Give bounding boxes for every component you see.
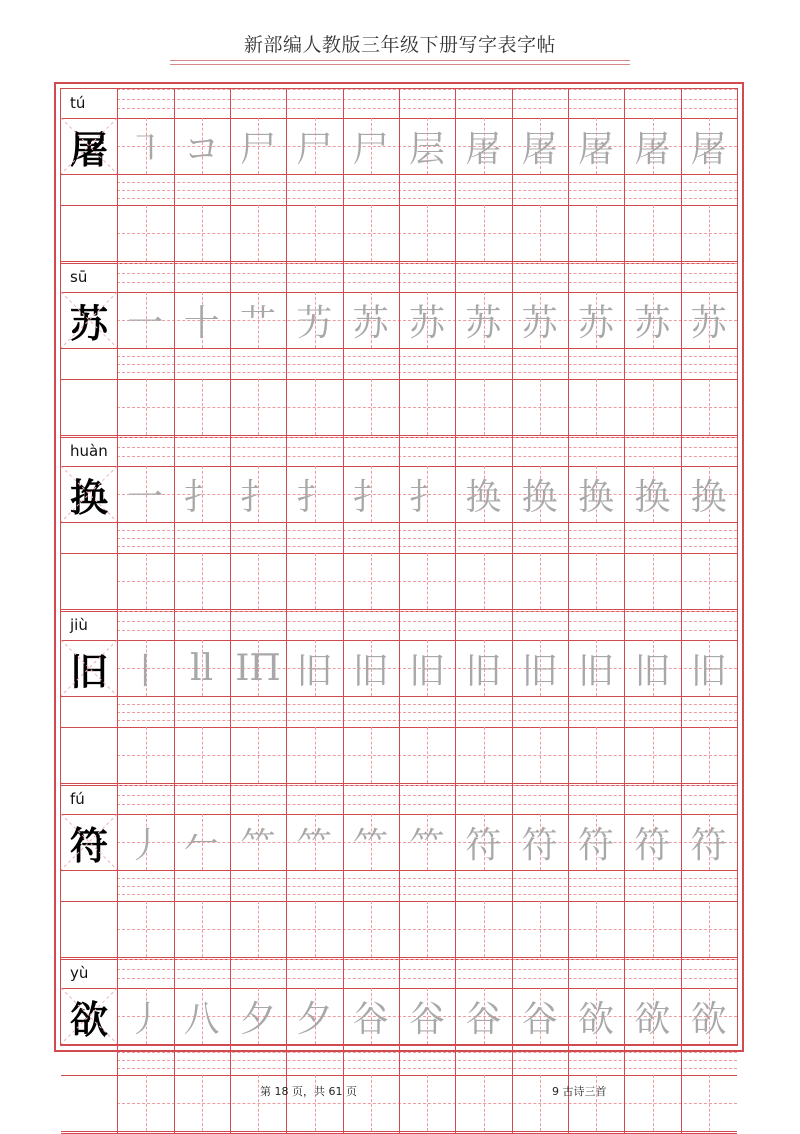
column-line <box>568 263 569 437</box>
column-line <box>399 611 400 785</box>
stroke-step: 旧 <box>634 650 671 692</box>
stroke-step: 换 <box>465 476 502 518</box>
pinyin-guide-line <box>117 611 737 612</box>
model-character: 换 <box>61 466 117 522</box>
cell-mid-vertical <box>427 205 428 261</box>
column-line <box>681 263 682 437</box>
stroke-step: 尸 <box>239 128 276 170</box>
cell-mid-vertical <box>484 727 485 783</box>
spacer-guide-line <box>117 530 737 531</box>
cell-mid-vertical <box>596 901 597 957</box>
character-block <box>61 263 737 437</box>
column-line <box>343 89 344 263</box>
character-block <box>61 959 737 1133</box>
diagonal-guides <box>61 988 117 1044</box>
cell-mid-vertical <box>371 553 372 609</box>
column-line <box>399 437 400 611</box>
stroke-step: ⺮ <box>408 824 445 866</box>
cell-mid-vertical <box>202 205 203 261</box>
stroke-step: 旧 <box>408 650 445 692</box>
stroke-step: 扌 <box>183 476 220 518</box>
stroke-step: 谷 <box>465 998 502 1040</box>
column-line <box>174 437 175 611</box>
diagonal-guides <box>61 814 117 870</box>
stroke-step: 一 <box>127 302 164 344</box>
stroke-step: 丿 <box>127 824 164 866</box>
pinyin-guide-line <box>117 263 737 264</box>
cell-mid-vertical <box>146 379 147 435</box>
stroke-step: 欲 <box>634 998 671 1040</box>
cell-mid-vertical <box>315 727 316 783</box>
cell-mid-vertical <box>709 1075 710 1131</box>
diagonal-guides <box>61 466 117 522</box>
stroke-step: 符 <box>577 824 614 866</box>
stroke-step: 谷 <box>521 998 558 1040</box>
stroke-step: 苏 <box>352 302 389 344</box>
title-divider-bottom <box>170 64 630 65</box>
stroke-step: 屠 <box>690 128 727 170</box>
column-line <box>568 611 569 785</box>
column-line <box>117 89 118 263</box>
column-line <box>117 437 118 611</box>
spacer-guide-line <box>117 1060 737 1061</box>
spacer-guide-line <box>117 372 737 373</box>
title-divider-top <box>170 60 630 61</box>
cell-mid-vertical <box>202 727 203 783</box>
column-line <box>399 785 400 959</box>
page-title: 新部编人教版三年级下册写字表字帖 <box>243 34 556 56</box>
diagonal-guides <box>61 640 117 696</box>
stroke-step: 旧 <box>521 650 558 692</box>
cell-mid-vertical <box>315 553 316 609</box>
column-line <box>174 611 175 785</box>
cell-mid-vertical <box>258 379 259 435</box>
column-line <box>512 959 513 1133</box>
stroke-step: 屠 <box>577 128 614 170</box>
cell-mid-vertical <box>540 901 541 957</box>
stroke-step: 欲 <box>690 998 727 1040</box>
column-line <box>399 959 400 1133</box>
pinyin-guide-line <box>117 447 737 448</box>
pinyin-guide-line <box>117 108 737 109</box>
spacer-guide-line <box>117 886 737 887</box>
stroke-step: ⺮ <box>352 824 389 866</box>
column-line <box>343 611 344 785</box>
spacer-guide-line <box>117 356 737 357</box>
stroke-step: 层 <box>408 128 445 170</box>
column-line <box>174 959 175 1133</box>
stroke-step: 旧 <box>465 650 502 692</box>
cell-mid-vertical <box>258 553 259 609</box>
cell-mid-vertical <box>653 727 654 783</box>
pinyin-label: tú <box>70 94 86 112</box>
stroke-step: 艹 <box>239 302 276 344</box>
spacer-guide-line <box>117 704 737 705</box>
stroke-step: 一 <box>127 476 164 518</box>
column-line <box>568 437 569 611</box>
pinyin-guide-line <box>117 978 737 979</box>
stroke-step: 符 <box>465 824 502 866</box>
stroke-step: 苏 <box>465 302 502 344</box>
cell-mid-vertical <box>484 379 485 435</box>
column-line <box>399 89 400 263</box>
column-line <box>399 263 400 437</box>
stroke-step: 换 <box>577 476 614 518</box>
stroke-step: 苏 <box>521 302 558 344</box>
column-line <box>512 437 513 611</box>
page-number: 第 18 页，共 61 页 <box>260 1085 357 1098</box>
cell-mid-vertical <box>540 553 541 609</box>
cell-mid-vertical <box>484 1075 485 1131</box>
column-line <box>286 263 287 437</box>
column-line <box>286 785 287 959</box>
stroke-step: 符 <box>634 824 671 866</box>
cell-mid-vertical <box>315 901 316 957</box>
stroke-step: 符 <box>690 824 727 866</box>
column-line <box>117 785 118 959</box>
column-line <box>230 959 231 1133</box>
cell-mid-vertical <box>540 205 541 261</box>
cell-mid-vertical <box>146 901 147 957</box>
column-line <box>117 611 118 785</box>
column-line <box>512 89 513 263</box>
cell-mid-vertical <box>371 1075 372 1131</box>
column-line <box>681 785 682 959</box>
column-line <box>512 611 513 785</box>
cell-mid-vertical <box>427 727 428 783</box>
spacer-guide-line <box>117 198 737 199</box>
column-line <box>230 263 231 437</box>
cell-mid-vertical <box>371 727 372 783</box>
stroke-step: 尸 <box>296 128 333 170</box>
cell-mid-vertical <box>709 379 710 435</box>
cell-mid-vertical <box>315 379 316 435</box>
pinyin-guide-line <box>117 959 737 960</box>
spacer-guide-line <box>117 364 737 365</box>
cell-mid-vertical <box>258 1075 259 1131</box>
spacer-guide-line <box>117 190 737 191</box>
cell-mid-vertical <box>540 379 541 435</box>
cell-mid-vertical <box>202 553 203 609</box>
stroke-step: ll <box>190 647 214 689</box>
column-line <box>117 959 118 1133</box>
character-block <box>61 785 737 959</box>
column-line <box>455 611 456 785</box>
cell-mid-vertical <box>596 379 597 435</box>
cell-mid-vertical <box>146 205 147 261</box>
cell-mid-vertical <box>427 1075 428 1131</box>
stroke-step: 苏 <box>690 302 727 344</box>
column-line <box>230 437 231 611</box>
pinyin-guide-line <box>117 804 737 805</box>
model-character: 欲 <box>61 988 117 1044</box>
column-line <box>455 263 456 437</box>
column-line <box>286 89 287 263</box>
stroke-step: 艻 <box>296 302 333 344</box>
stroke-step: 扌 <box>408 476 445 518</box>
column-line <box>624 785 625 959</box>
column-line <box>343 785 344 959</box>
stroke-step: 屠 <box>521 128 558 170</box>
stroke-step: 扌 <box>239 476 276 518</box>
cell-mid-vertical <box>202 379 203 435</box>
cell-mid-vertical <box>653 1075 654 1131</box>
cell-mid-vertical <box>427 379 428 435</box>
stroke-step: 屠 <box>634 128 671 170</box>
pinyin-guide-line <box>117 89 737 90</box>
pinyin-guide-line <box>117 282 737 283</box>
stroke-step: 谷 <box>352 998 389 1040</box>
cell-mid-vertical <box>315 205 316 261</box>
column-line <box>455 89 456 263</box>
spacer-guide-line <box>117 538 737 539</box>
column-line <box>286 959 287 1133</box>
stroke-step: 夕 <box>239 998 276 1040</box>
stroke-step: ⺮ <box>296 824 333 866</box>
cell-mid-vertical <box>653 205 654 261</box>
cell-mid-vertical <box>709 553 710 609</box>
column-line <box>230 611 231 785</box>
cell-mid-vertical <box>596 553 597 609</box>
spacer-guide-line <box>117 878 737 879</box>
cell-mid-vertical <box>146 727 147 783</box>
spacer-guide-line <box>117 182 737 183</box>
cell-mid-vertical <box>709 205 710 261</box>
cell-mid-vertical <box>371 379 372 435</box>
pinyin-label: yù <box>70 964 89 982</box>
model-character: 苏 <box>61 292 117 348</box>
cell-mid-vertical <box>596 205 597 261</box>
pinyin-label: sū <box>70 268 88 286</box>
column-line <box>624 959 625 1133</box>
column-line <box>512 785 513 959</box>
stroke-step: 扌 <box>352 476 389 518</box>
diagonal-guides <box>61 118 117 174</box>
stroke-step: 𠂉 <box>183 824 220 866</box>
column-line <box>568 785 569 959</box>
pinyin-guide-line <box>117 99 737 100</box>
column-line <box>624 437 625 611</box>
column-line <box>568 89 569 263</box>
stroke-step: 旧 <box>690 650 727 692</box>
column-line <box>455 437 456 611</box>
column-line <box>681 611 682 785</box>
model-character: 符 <box>61 814 117 870</box>
spacer-guide-line <box>117 1052 737 1053</box>
stroke-step: 夕 <box>296 998 333 1040</box>
cell-mid-vertical <box>653 901 654 957</box>
character-block <box>61 89 737 263</box>
stroke-step: 苏 <box>408 302 445 344</box>
stroke-step: 屠 <box>465 128 502 170</box>
stroke-step: 丨 <box>127 650 164 692</box>
cell-mid-vertical <box>258 901 259 957</box>
column-line <box>681 89 682 263</box>
cell-mid-vertical <box>653 379 654 435</box>
cell-mid-vertical <box>258 727 259 783</box>
spacer-guide-line <box>117 894 737 895</box>
pinyin-guide-line <box>117 795 737 796</box>
model-character: 屠 <box>61 118 117 174</box>
spacer-guide-line <box>117 1068 737 1069</box>
stroke-step: 十 <box>183 302 220 344</box>
cell-mid-vertical <box>484 901 485 957</box>
cell-mid-vertical <box>596 727 597 783</box>
column-line <box>455 959 456 1133</box>
column-line <box>117 263 118 437</box>
column-line <box>286 611 287 785</box>
cell-mid-vertical <box>146 1075 147 1131</box>
column-line <box>343 437 344 611</box>
stroke-step: 苏 <box>577 302 614 344</box>
stroke-step: 旧 <box>577 650 614 692</box>
column-line <box>174 89 175 263</box>
pinyin-label: jiù <box>70 616 88 634</box>
cell-mid-vertical <box>709 727 710 783</box>
column-line <box>624 263 625 437</box>
lesson-label: 9 古诗三首 <box>552 1085 607 1098</box>
stroke-step: 符 <box>521 824 558 866</box>
column-line <box>343 263 344 437</box>
stroke-step: 换 <box>521 476 558 518</box>
pinyin-guide-line <box>117 273 737 274</box>
stroke-step: IΠ <box>235 647 281 689</box>
cell-mid-vertical <box>484 553 485 609</box>
column-line <box>286 437 287 611</box>
stroke-step: 谷 <box>408 998 445 1040</box>
character-practice-grid <box>60 88 738 1046</box>
column-line <box>174 785 175 959</box>
column-line <box>681 437 682 611</box>
column-line <box>230 89 231 263</box>
diagonal-guides <box>61 292 117 348</box>
cell-mid-vertical <box>371 205 372 261</box>
pinyin-guide-line <box>117 456 737 457</box>
column-line <box>681 959 682 1133</box>
stroke-step: 换 <box>690 476 727 518</box>
column-line <box>624 611 625 785</box>
cell-mid-vertical <box>202 1075 203 1131</box>
cell-mid-vertical <box>540 1075 541 1131</box>
stroke-step: 旧 <box>352 650 389 692</box>
cell-mid-vertical <box>371 901 372 957</box>
column-line <box>230 785 231 959</box>
pinyin-guide-line <box>117 785 737 786</box>
cell-mid-vertical <box>258 205 259 261</box>
cell-mid-vertical <box>540 727 541 783</box>
cell-mid-vertical <box>202 901 203 957</box>
stroke-step: コ <box>183 128 220 170</box>
column-line <box>343 959 344 1133</box>
character-block <box>61 611 737 785</box>
stroke-step: 欲 <box>577 998 614 1040</box>
column-line <box>512 263 513 437</box>
pinyin-guide-line <box>117 437 737 438</box>
cell-mid-vertical <box>653 553 654 609</box>
stroke-step: 换 <box>634 476 671 518</box>
column-line <box>568 959 569 1133</box>
column-line <box>624 89 625 263</box>
pinyin-guide-line <box>117 630 737 631</box>
stroke-step: 丿 <box>127 998 164 1040</box>
column-line <box>455 785 456 959</box>
cell-mid-vertical <box>146 553 147 609</box>
cell-mid-vertical <box>427 901 428 957</box>
column-line <box>174 263 175 437</box>
stroke-step: ⺮ <box>239 824 276 866</box>
pinyin-label: fú <box>70 790 85 808</box>
character-block <box>61 437 737 611</box>
cell-mid-vertical <box>709 901 710 957</box>
stroke-step: 尸 <box>352 128 389 170</box>
stroke-step: 旧 <box>296 650 333 692</box>
pinyin-label: huàn <box>70 442 108 460</box>
spacer-guide-line <box>117 712 737 713</box>
cell-mid-vertical <box>484 205 485 261</box>
model-character: 旧 <box>61 640 117 696</box>
stroke-step: 扌 <box>296 476 333 518</box>
pinyin-guide-line <box>117 969 737 970</box>
pinyin-guide-line <box>117 621 737 622</box>
stroke-step: 苏 <box>634 302 671 344</box>
spacer-guide-line <box>117 546 737 547</box>
stroke-step: ㇕ <box>127 128 164 170</box>
stroke-step: 八 <box>183 998 220 1040</box>
spacer-guide-line <box>117 720 737 721</box>
cell-mid-vertical <box>427 553 428 609</box>
